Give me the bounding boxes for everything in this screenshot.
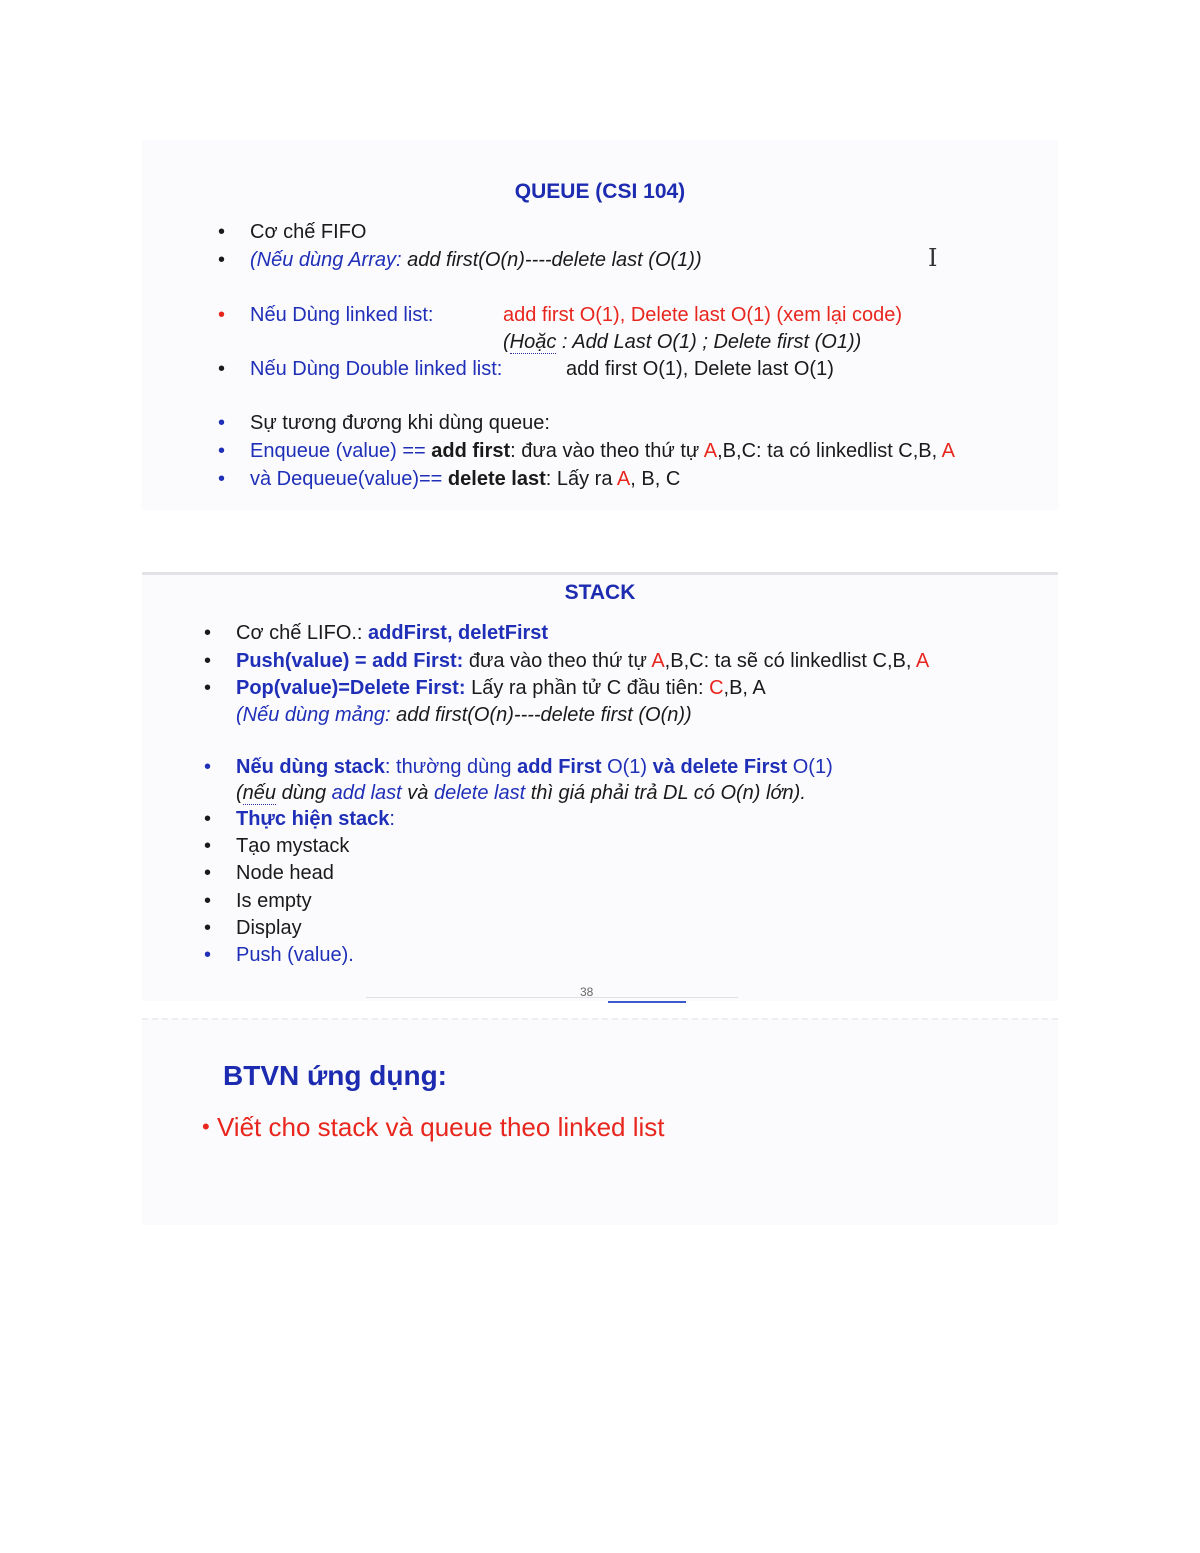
list-item <box>236 621 548 645</box>
bullet-dot: • <box>204 756 212 778</box>
text-run: Cơ chế FIFO <box>250 221 367 243</box>
list-item <box>250 411 550 435</box>
text-run: : thường dùng <box>384 756 518 778</box>
text-run: Sự tương đương khi dùng queue: <box>250 412 550 434</box>
text-run: : Add Last O(1) ; Delete first (O1)) <box>556 331 862 353</box>
list-item <box>250 248 702 272</box>
text-run: Tạo mystack <box>236 835 350 857</box>
queue-title: QUEUE (CSI 104) <box>514 180 686 203</box>
text-run: A <box>616 468 631 490</box>
bullet-dot: • <box>204 862 212 884</box>
list-item <box>236 703 692 727</box>
text-run: A <box>703 440 718 462</box>
list-item <box>250 357 502 381</box>
text-run: nếu <box>242 782 277 804</box>
homework-slide <box>142 1018 1058 1225</box>
list-item <box>236 649 929 673</box>
text-run: Push(value) = add First: <box>236 650 464 672</box>
text-run: dùng <box>276 782 332 804</box>
list-item <box>236 916 302 940</box>
bullet-dot: • <box>218 358 226 380</box>
list-item <box>236 781 806 805</box>
text-run: ( <box>236 782 243 804</box>
text-run: và <box>401 782 434 804</box>
text-run: Push (value). <box>236 944 354 966</box>
bullet-dot: • <box>218 440 226 462</box>
text-run: add first <box>431 440 511 462</box>
bullet-dot: • <box>204 622 212 644</box>
text-run: add first(O(n)----delete first (O(n)) <box>396 704 692 726</box>
bullet-dot: • <box>204 917 212 939</box>
bullet-dot: • <box>204 808 212 830</box>
text-run: Nếu Dùng Double linked list: <box>250 358 503 380</box>
text-run: (Nếu dùng mảng: <box>236 704 397 726</box>
list-item <box>250 220 366 244</box>
text-run: A <box>915 650 930 672</box>
list-item <box>250 467 680 491</box>
text-run: add first O(1), Delete last O(1) <box>566 358 834 380</box>
text-run: Enqueue (value) == <box>250 440 432 462</box>
text-run: , B, C <box>630 468 681 490</box>
text-run: Pop(value)=Delete First: <box>236 677 466 699</box>
bullet-dot: • <box>218 249 226 271</box>
text-run: (Nếu dùng Array: <box>250 249 408 271</box>
stack-slide <box>142 572 1058 1001</box>
queue-slide <box>142 140 1058 510</box>
list-item-detail-alt <box>503 330 861 354</box>
text-run: và Dequeue(value)== <box>250 468 448 490</box>
footer-accent <box>608 1001 686 1003</box>
list-item <box>236 676 766 700</box>
list-item <box>236 943 354 967</box>
text-run: A <box>651 650 665 672</box>
text-run: Nếu dùng stack <box>236 756 385 778</box>
page-number: 38 <box>580 985 594 999</box>
bullet-dot: • <box>218 468 226 490</box>
text-run: O(1) <box>787 756 833 778</box>
text-run: Hoặc <box>509 331 557 353</box>
list-item <box>236 834 349 858</box>
stack-title: STACK <box>564 581 636 604</box>
text-run: addFirst, deletFirst <box>368 622 549 644</box>
text-run: add First <box>517 756 602 778</box>
list-item <box>250 439 955 463</box>
text-run: Cơ chế LIFO.: <box>236 622 369 644</box>
bullet-dot: • <box>204 835 212 857</box>
text-run: Display <box>236 917 302 939</box>
text-run: : đưa vào theo thứ tự <box>510 440 704 462</box>
homework-bullet: • Viết cho stack và queue theo linked list <box>202 1112 665 1142</box>
bullet-dot: • <box>204 650 212 672</box>
text-run: thì giá phải trả DL có O(n) lớn). <box>525 782 806 804</box>
bullet-dot: • <box>218 412 226 434</box>
text-run: ,B, A <box>723 677 766 699</box>
text-run: ,B,C: ta sẽ có linkedlist C,B, <box>664 650 916 672</box>
list-item-detail <box>566 357 834 381</box>
text-run: Lấy ra phần tử C đầu tiên: <box>465 677 710 699</box>
text-run: A <box>941 440 955 462</box>
text-run: add first O(1), Delete last O(1) (xem lại code) <box>503 304 903 326</box>
bullet-dot: • <box>204 890 212 912</box>
text-run: C <box>709 677 724 699</box>
text-run: ,B,C: ta có linkedlist C,B, <box>717 440 942 462</box>
text-run: O(1) <box>601 756 653 778</box>
list-item <box>236 807 395 831</box>
text-run: delete last <box>433 782 526 804</box>
bullet-dot: • <box>218 221 226 243</box>
text-run: : Lấy ra <box>545 468 617 490</box>
list-item <box>236 889 312 913</box>
text-run: ( <box>503 331 510 353</box>
text-run: add last <box>331 782 402 804</box>
homework-bullet-text: Viết cho stack và queue theo linked list <box>216 1112 665 1142</box>
bullet-dot: • <box>204 944 212 966</box>
list-item <box>236 861 334 885</box>
list-item <box>236 755 833 779</box>
text-run: Is empty <box>236 890 312 912</box>
text-run: và delete First <box>652 756 788 778</box>
list-item-detail <box>503 303 902 327</box>
text-run: : <box>389 808 395 830</box>
list-item <box>250 303 433 327</box>
text-run: Thực hiện stack <box>236 808 390 830</box>
text-run: add first(O(n)----delete last (O(1)) <box>407 249 702 271</box>
text-run: đưa vào theo thứ tự <box>463 650 652 672</box>
bullet-dot: • <box>218 304 226 326</box>
text-run: delete last <box>447 468 546 490</box>
text-run: Nếu Dùng linked list: <box>250 304 434 326</box>
bullet-dot: • <box>204 677 212 699</box>
footer-rule <box>366 997 738 998</box>
homework-heading: BTVN ứng dụng: <box>223 1060 447 1091</box>
text-run: Node head <box>236 862 334 884</box>
text-cursor-icon: I <box>928 244 938 272</box>
